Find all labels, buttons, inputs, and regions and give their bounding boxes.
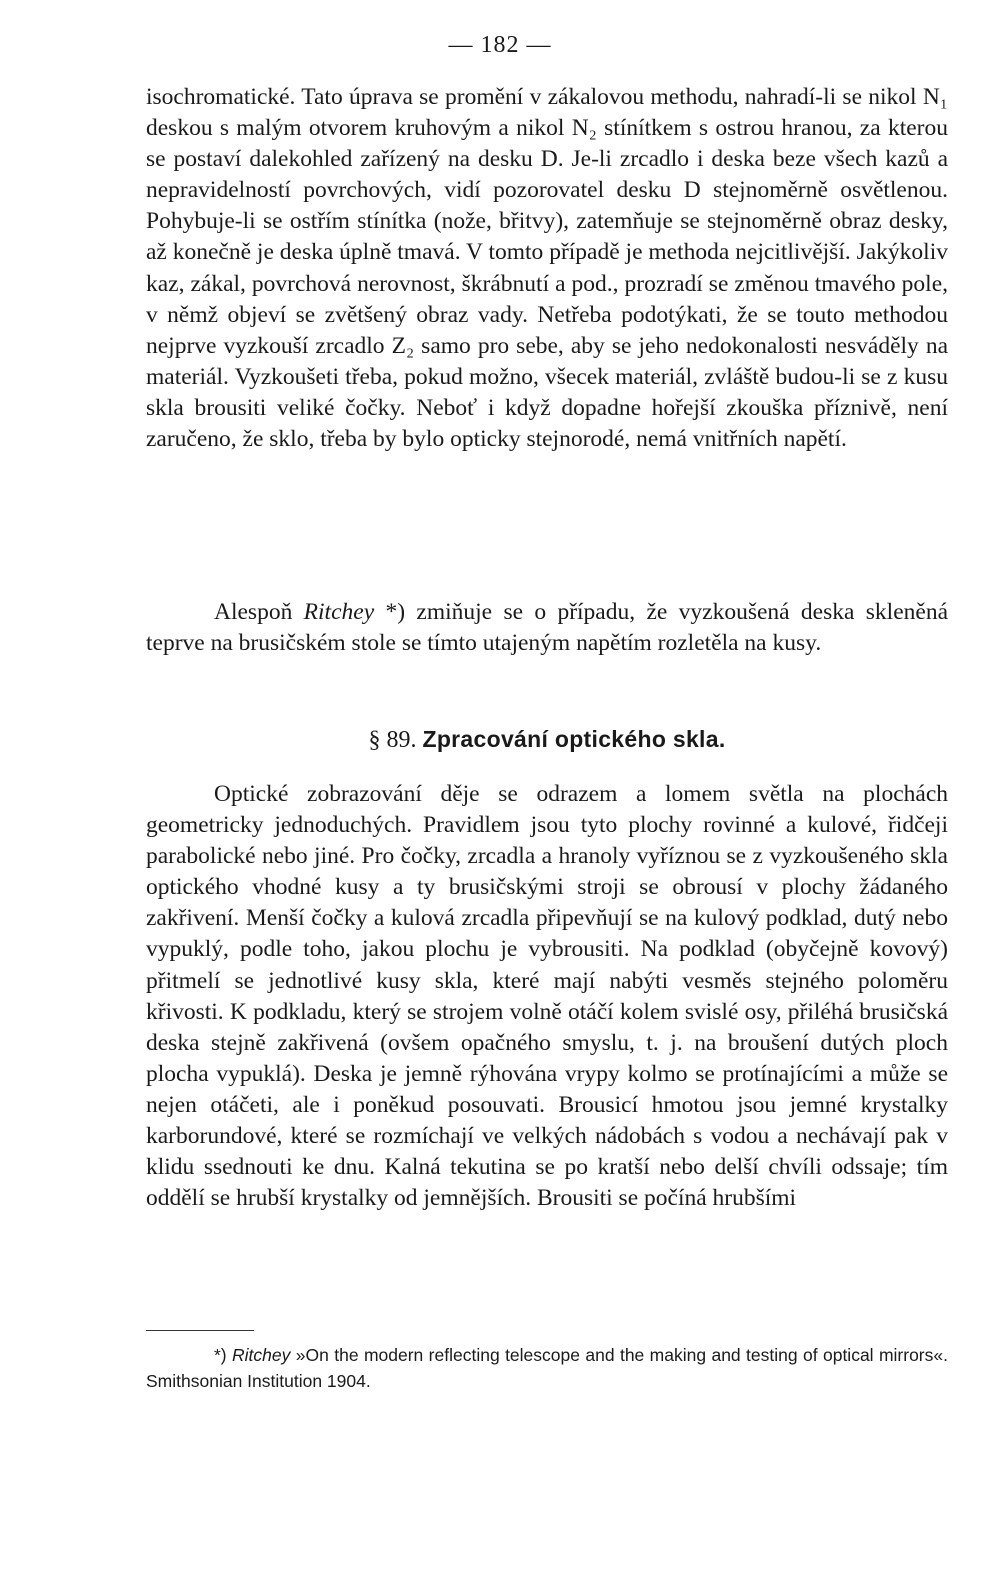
paragraph-rest: *) zmiňuje se o případu, že vyzkoušená deska skleněná teprve na brusičském stole se tímto utajeným napětím rozletěla na kusy. xyxy=(146,599,948,657)
author-name: Ritchey xyxy=(303,599,375,625)
footnote-marker: *) xyxy=(214,1345,227,1365)
paragraph-text: Optické zobrazování děje se odrazem a lomem světla na plochách geometricky jednoduchých. Pravidlem jsou tyto plochy rovinné a kulové, řidčeji parabolické nebo jiné. Pro čočky, zrcadla a hranoly vyříznou se z vyzkoušeného skla optického vhodné kusy a ty brusičskými stroji se obrousí v plochy žádaného zakřivení. Menší čočky a kulová zrcadla připevňují se na kulový podklad, dutý nebo vypuklý, podle toho, jakou plochu je vybrousiti. Na podklad (obyčejně kovový) přitmelí se jednotlivé kusy skla, které mají nabýti vesměs stejného poloměru křivosti. K podkladu, který se strojem volně otáčí kolem svislé osy, přiléhá brusičská deska stejně zakřivená (ovšem opačného smyslu, t. j. na broušení dutých ploch plocha vypuklá). Deska je jemně rýhována vrypy kolmo se protínajícími a může se nejen otáčeti, ale i poněkud posouvati. Brousicí hmotou jsou jemné krystalky karborundové, které se rozmíchají ve velkých nádobách s vodou a nechávají pak v klidu ssednouti ke dnu. Kalná tekutina se po kratší nebo delší chvíli odssaje; tím oddělí se hrubší krystalky od jemnějších. Brousiti se počíná hrubšími xyxy=(146,781,948,1212)
page-number: — 182 — xyxy=(448,32,552,58)
section-heading xyxy=(146,726,948,754)
section-number: § 89. xyxy=(368,727,417,753)
footnote-author: Ritchey xyxy=(232,1345,291,1365)
section-title: Zpracování optického skla. xyxy=(422,726,726,752)
body-paragraph-2 xyxy=(146,597,948,659)
footnote-divider xyxy=(146,1330,254,1331)
paragraph-text: isochromatické. Tato úprava se promění v zákalovou methodu, nahradí-li se nikol N₁ deskou s malým otvorem kruhovým a nikol N₂ stínítkem s ostrou hranou, za kterou se postaví dalekohled zařízený na desku D. Je-li zrcadlo i deska beze všech kazů a nepravidelností povrchových, vidí pozorovatel desku D stejnoměrně osvětlenou. Pohybuje-li se ostřím stínítka (nože, břitvy), zatemňuje se stejnoměrně obraz desky, až konečně je deska úplně tmavá. V tomto případě je methoda nejcitlivější. Jakýkoliv kaz, zákal, povrchová nerovnost, škrábnutí a pod., prozradí se změnou tmavého pole, v němž objeví se zvětšený obraz vady. Netřeba podotýkati, že se touto methodou nejprve vyzkouší zrcadlo Z₂ samo pro sebe, aby se jeho nedokonalosti nesváděly na materiál. Vyzkoušeti třeba, pokud možno, všecek materiál, zvláště budou-li se z kusu skla brousiti veliké čočky. Neboť i když dopadne hořejší zkouška příznivě, není zaručeno, že sklo, třeba by bylo opticky stejnorodé, nemá vnitřních napětí. xyxy=(146,84,948,453)
body-paragraph-3 xyxy=(146,779,948,1214)
body-paragraph-1 xyxy=(146,82,948,455)
footnote-text xyxy=(146,1342,948,1394)
paragraph-lead: Alespoň xyxy=(214,599,304,625)
paragraph-text xyxy=(146,597,948,659)
footnote-citation: »On the modern reflecting telescope and the making and testing of optical mirrors«. Smithsonian Institution 1904. xyxy=(146,1345,948,1391)
footnote xyxy=(146,1342,948,1394)
